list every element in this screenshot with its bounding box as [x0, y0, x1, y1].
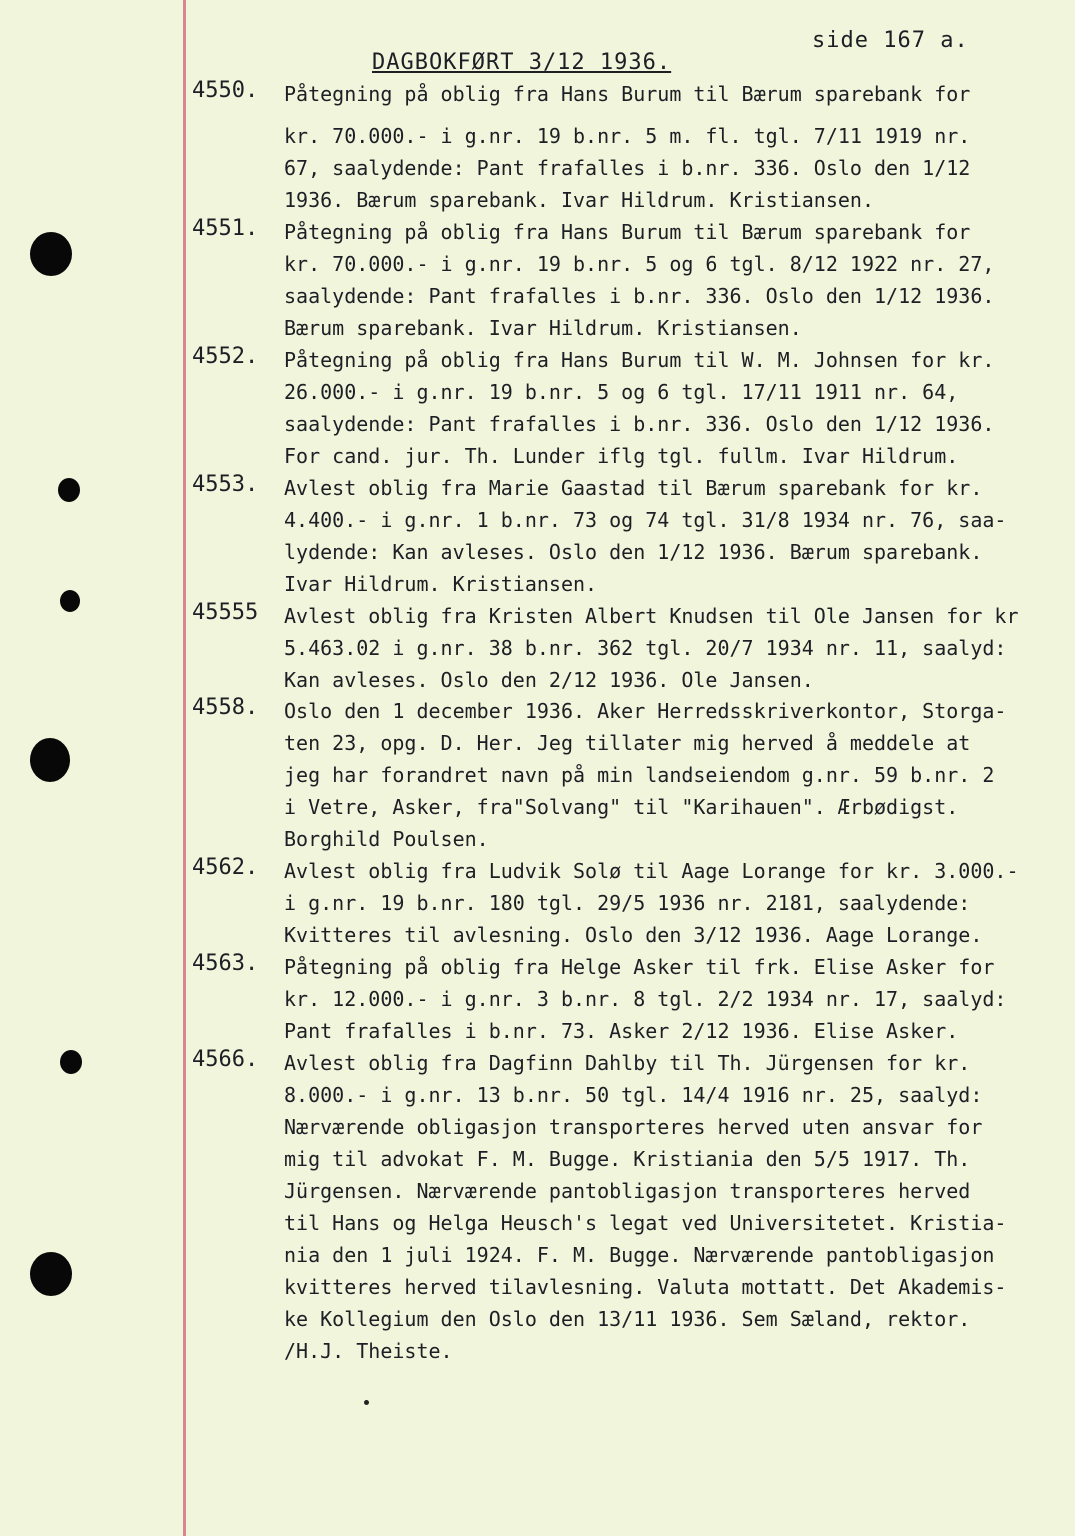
- entry-line: Kan avleses. Oslo den 2/12 1936. Ole Jansen.: [284, 668, 814, 692]
- punch-hole-3: [60, 590, 80, 612]
- entry-line: Jürgensen. Nærværende pantobligasjon transporteres herved: [284, 1179, 971, 1203]
- entry-line: mig til advokat F. M. Bugge. Kristiania den 5/5 1917. Th.: [284, 1147, 971, 1171]
- entry-line: 5.463.02 i g.nr. 38 b.nr. 362 tgl. 20/7 1934 nr. 11, saalyd:: [284, 636, 1007, 660]
- entry-line: 67, saalydende: Pant frafalles i b.nr. 336. Oslo den 1/12: [284, 156, 971, 180]
- entry-line: Pant frafalles i b.nr. 73. Asker 2/12 1936. Elise Asker.: [284, 1019, 959, 1043]
- entry-number: 4550.: [192, 78, 259, 103]
- entry-line: Påtegning på oblig fra Hans Burum til Bærum sparebank for: [284, 220, 971, 244]
- entry-line: 26.000.- i g.nr. 19 b.nr. 5 og 6 tgl. 17/11 1911 nr. 64,: [284, 380, 959, 404]
- entry-line: Borghild Poulsen.: [284, 827, 489, 851]
- punch-hole-2: [58, 478, 80, 502]
- entry-line: Oslo den 1 december 1936. Aker Herredsskriverkontor, Storga-: [284, 699, 1007, 723]
- ink-dot: [364, 1400, 369, 1405]
- entry-line: Bærum sparebank. Ivar Hildrum. Kristiansen.: [284, 316, 802, 340]
- entry-line: nia den 1 juli 1924. F. M. Bugge. Nærværende pantobligasjon: [284, 1243, 995, 1267]
- entry-line: kr. 70.000.- i g.nr. 19 b.nr. 5 og 6 tgl. 8/12 1922 nr. 27,: [284, 252, 995, 276]
- entry-line: kvitteres herved tilavlesning. Valuta mottatt. Det Akademis-: [284, 1275, 1007, 1299]
- entry-number: 4566.: [192, 1047, 259, 1072]
- entry-line: /H.J. Theiste.: [284, 1339, 453, 1363]
- entry-line: Avlest oblig fra Marie Gaastad til Bærum sparebank for kr.: [284, 476, 983, 500]
- entry-line: 8.000.- i g.nr. 13 b.nr. 50 tgl. 14/4 1916 nr. 25, saalyd:: [284, 1083, 983, 1107]
- punch-hole-1: [30, 232, 72, 276]
- entry-line: Påtegning på oblig fra Hans Burum til Bærum sparebank for: [284, 82, 971, 106]
- entry-line: i g.nr. 19 b.nr. 180 tgl. 29/5 1936 nr. 2181, saalydende:: [284, 891, 971, 915]
- margin-line: [183, 0, 186, 1536]
- entry-line: til Hans og Helga Heusch's legat ved Universitetet. Kristia-: [284, 1211, 1007, 1235]
- entry-line: ten 23, opg. D. Her. Jeg tillater mig herved å meddele at: [284, 731, 971, 755]
- entry-line: Avlest oblig fra Kristen Albert Knudsen til Ole Jansen for kr: [284, 604, 1019, 628]
- entry-line: 4.400.- i g.nr. 1 b.nr. 73 og 74 tgl. 31/8 1934 nr. 76, saa-: [284, 508, 1007, 532]
- entry-line: saalydende: Pant frafalles i b.nr. 336. Oslo den 1/12 1936.: [284, 284, 995, 308]
- entry-line: For cand. jur. Th. Lunder iflg tgl. fullm. Ivar Hildrum.: [284, 444, 959, 468]
- entry-line: Kvitteres til avlesning. Oslo den 3/12 1936. Aage Lorange.: [284, 923, 983, 947]
- entry-line: saalydende: Pant frafalles i b.nr. 336. Oslo den 1/12 1936.: [284, 412, 995, 436]
- entry-line: Påtegning på oblig fra Helge Asker til frk. Elise Asker for: [284, 955, 995, 979]
- entry-line: Ivar Hildrum. Kristiansen.: [284, 572, 598, 596]
- entry-number: 4563.: [192, 951, 259, 976]
- punch-hole-4: [30, 738, 70, 782]
- entry-line: kr. 12.000.- i g.nr. 3 b.nr. 8 tgl. 2/2 1934 nr. 17, saalyd:: [284, 987, 1007, 1011]
- entry-line: 1936. Bærum sparebank. Ivar Hildrum. Kristiansen.: [284, 188, 875, 212]
- entry-line: Påtegning på oblig fra Hans Burum til W. M. Johnsen for kr.: [284, 348, 995, 372]
- entry-line: ke Kollegium den Oslo den 13/11 1936. Sem Sæland, rektor.: [284, 1307, 971, 1331]
- entry-line: i Vetre, Asker, fra"Solvang" til "Karihauen". Ærbødigst.: [284, 795, 959, 819]
- entry-number: 4551.: [192, 216, 259, 241]
- punch-hole-5: [60, 1050, 82, 1074]
- entry-number: 4558.: [192, 695, 259, 720]
- entry-number: 4552.: [192, 344, 259, 369]
- entry-number: 4553.: [192, 472, 259, 497]
- entry-number: 45555: [192, 600, 259, 625]
- entry-number: 4562.: [192, 855, 259, 880]
- entry-line: jeg har forandret navn på min landseiendom g.nr. 59 b.nr. 2: [284, 763, 995, 787]
- entry-line: Nærværende obligasjon transporteres herved uten ansvar for: [284, 1115, 983, 1139]
- punch-hole-6: [30, 1252, 72, 1296]
- page-number: side 167 a.: [812, 28, 969, 53]
- ledger-header-date: DAGBOKFØRT 3/12 1936.: [372, 50, 672, 75]
- entry-line: kr. 70.000.- i g.nr. 19 b.nr. 5 m. fl. tgl. 7/11 1919 nr.: [284, 124, 971, 148]
- entry-line: Avlest oblig fra Ludvik Solø til Aage Lorange for kr. 3.000.-: [284, 859, 1019, 883]
- entry-line: Avlest oblig fra Dagfinn Dahlby til Th. Jürgensen for kr.: [284, 1051, 971, 1075]
- entry-line: lydende: Kan avleses. Oslo den 1/12 1936. Bærum sparebank.: [284, 540, 983, 564]
